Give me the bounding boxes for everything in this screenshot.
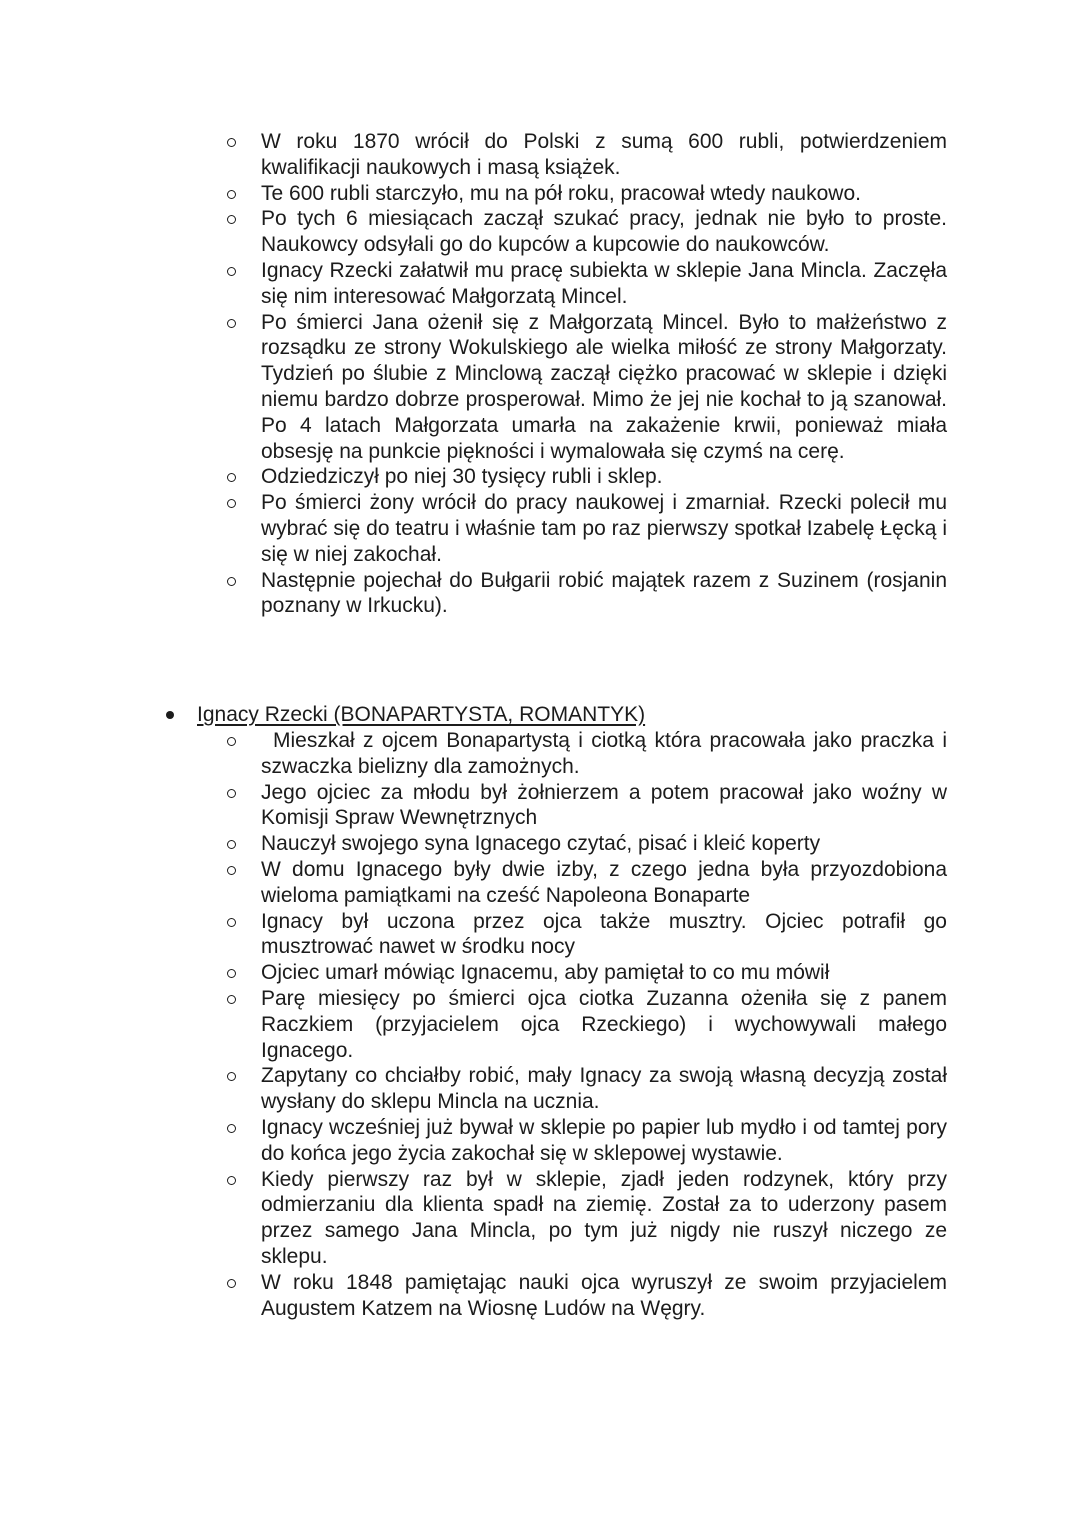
list-item: Nauczył swojego syna Ignacego czytać, pisać i kleić koperty <box>0 831 947 857</box>
list-item: Ignacy wcześniej już bywał w sklepie po papier lub mydło i od tamtej pory do końca jego życia zakochał się w sklepowej wystawie. <box>0 1115 947 1167</box>
list-item: Po śmierci żony wrócił do pracy naukowej i zmarniał. Rzecki polecił mu wybrać się do teatru i właśnie tam po raz pierwszy spotkał Izabelę Łęcką i się w niej zakochał. <box>0 490 947 567</box>
list-item: Po tych 6 miesiącach zaczął szukać pracy, jednak nie było to proste. Naukowcy odsyłali go do kupców a kupcowie do naukowców. <box>0 206 947 258</box>
list-item: Parę miesięcy po śmierci ojca ciotka Zuzanna ożeniła się z panem Raczkiem (przyjacielem ojca Rzeckiego) i wychowywali małego Ignacego. <box>0 986 947 1063</box>
list-item: W roku 1848 pamiętając nauki ojca wyruszył ze swoim przyjacielem Augustem Katzem na Wiosnę Ludów na Węgry. <box>0 1270 947 1322</box>
list-item: Jego ojciec za młodu był żołnierzem a potem pracował jako woźny w Komisji Spraw Wewnętrznych <box>0 780 947 832</box>
section-heading-item <box>0 702 645 728</box>
section-heading: Ignacy Rzecki (BONAPARTYSTA, ROMANTYK) <box>197 703 646 726</box>
list-item: W roku 1870 wrócił do Polski z sumą 600 rubli, potwierdzeniem kwalifikacji naukowych i masą książek. <box>0 129 947 181</box>
list-item: Zapytany co chciałby robić, mały Ignacy za swoją własną decyzją został wysłany do sklepu Mincla na ucznia. <box>0 1063 947 1115</box>
list-item: Te 600 rubli starczyło, mu na pół roku, pracował wtedy naukowo. <box>0 181 947 207</box>
list-item: Ignacy Rzecki załatwił mu pracę subiekta w sklepie Jana Mincla. Zaczęła się nim interesować Małgorzatą Mincel. <box>0 258 947 310</box>
list-item: Ignacy był uczona przez ojca także musztry. Ojciec potrafił go musztrować nawet w środku nocy <box>0 909 947 961</box>
list-item: W domu Ignacego były dwie izby, z czego jedna była przyozdobiona wieloma pamiątkami na cześć Napoleona Bonaparte <box>0 857 947 909</box>
list-item: Kiedy pierwszy raz był w sklepie, zjadł jeden rodzynek, który przy odmierzaniu dla klienta spadł na ziemię. Został za to uderzony pasem przez samego Jana Mincla, po tym już nigdy nie ruszył niczego ze sklepu. <box>0 1167 947 1270</box>
wokulski-bio-list <box>0 129 947 619</box>
list-item: Ojciec umarł mówiąc Ignacemu, aby pamiętał to co mu mówił <box>0 960 947 986</box>
list-item: Mieszkał z ojcem Bonapartystą i ciotką która pracowała jako praczka i szwaczka bielizny dla zamożnych. <box>0 728 947 780</box>
rzecki-bio-list <box>0 728 947 1321</box>
list-item: Po śmierci Jana ożenił się z Małgorzatą Mincel. Było to małżeństwo z rozsądku ze strony Wokulskiego ale wielka miłość ze strony Małgorzaty. Tydzień po ślubie z Minclową zaczął ciężko pracować w sklepie i dzięki niemu bardzo dobrze prosperował. Mimo że jej nie kochał to ją szanował. Po 4 latach Małgorzata umarła na zakażenie krwii, ponieważ miała obsesję na punkcie piękności i wymalowała się czymś na cerę. <box>0 310 947 465</box>
list-item: Odziedziczył po niej 30 tysięcy rubli i sklep. <box>0 464 947 490</box>
list-item: Następnie pojechał do Bułgarii robić majątek razem z Suzinem (rosjanin poznany w Irkucku). <box>0 568 947 620</box>
